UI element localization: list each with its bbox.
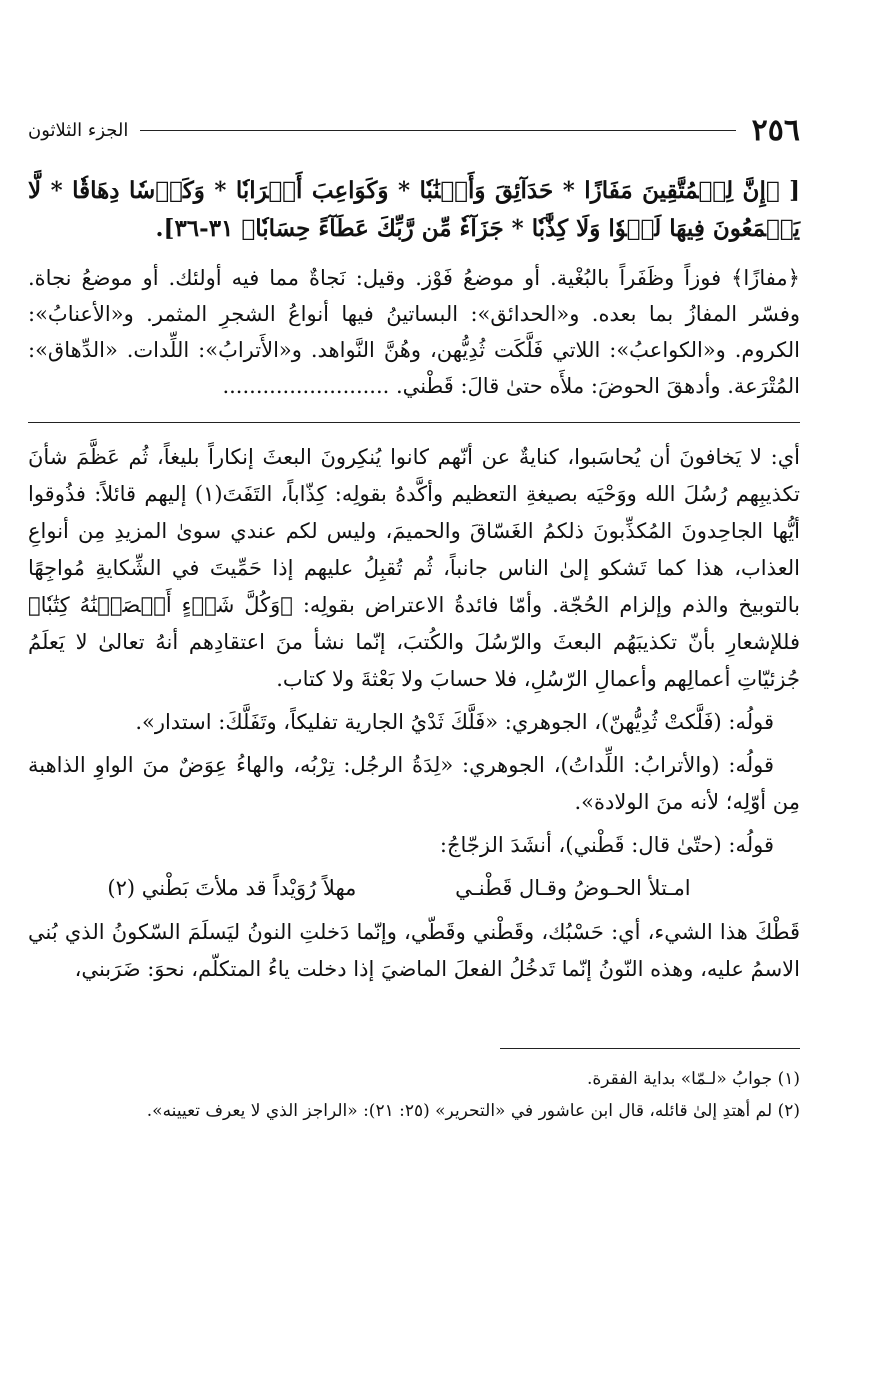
page-number: ٢٥٦ bbox=[751, 112, 800, 148]
commentary bbox=[28, 439, 800, 988]
commentary-paragraph: قولُه: (والأترابُ: اللِّداتُ)، الجوهري: «لِدَةُ الرجُل: تِرْبُه، والهاءُ عِوَضٌ منَ الواوِ الذاهبة مِن أوّلِه؛ لأنه منَ الولادة». bbox=[28, 753, 800, 814]
header-rule bbox=[140, 130, 735, 131]
part-title: الجزء الثلاثون bbox=[28, 119, 129, 141]
page-header bbox=[28, 108, 800, 152]
commentary-paragraph: قولُه: (حتّىٰ قال: قَطْني)، أنشَدَ الزجّاجُ: bbox=[439, 833, 774, 857]
poem-verse bbox=[28, 870, 800, 906]
footnote: (١) جوابُ «لـمّا» بداية الفقرة. bbox=[586, 1069, 800, 1089]
footnote-rule bbox=[500, 1048, 800, 1049]
poem-first-hemistich: امـتلأ الحـوضُ وقـال قَطْنـي bbox=[455, 876, 691, 900]
footnote: (٢) لم أهتدِ إلىٰ قائله، قال ابن عاشور في «التحرير» (٢٥: ٢١): «الراجز الذي لا يعرف تعيينه». bbox=[146, 1101, 800, 1121]
commentary-paragraph: قَطْكَ هذا الشيء، أي: حَسْبُك، وقَطْني وقَطّي، وإنّما دَخلتِ النونُ ليَسلَمَ السّكونُ الذي بُني الاسمُ عليه، وهذه النّونُ إنّما تَدخُلُ الفعلَ الماضيَ إذا دخلت ياءُ المتكلّم، نحوَ: ضَرَبني، bbox=[28, 920, 800, 981]
lexicon-gloss: ﴿مفازًا﴾ فوزاً وظَفَراً بالبُغْية. أو موضعُ فَوْز. وقيل: نَجاةٌ مما فيه أولئك. أو موضعُ نجاة. وفسّر المفازُ بما بعده. و«الحدائق»: البساتينُ فيها أنواعُ الشجرِ المثمر. و«الأعنابُ»: الكروم. و«الكواعبُ»: اللاتي فَلَّكَت ثُدِيُّهن، وهُنَّ النَّواهد. و«الأَترابُ»: اللِّدات. «الدِّهاق»: المُتْرَعة. وأدهقَ الحوضَ: ملأَه حتىٰ قالَ: قَطْني. ......................... bbox=[28, 266, 800, 398]
commentary-paragraph: أي: لا يَخافونَ أن يُحاسَبوا، كنايةٌ عن أنّهم كانوا يُنكِرونَ البعثَ إنكاراً بليغاً، ثُم عَظَّمَ شأنَ تكذيبِهم رُسُلَ الله ووَحْيَه بصيغةِ التعظيم وأكَّدهُ بقولِه: كِذّاباً، التَفَتَ(١) إليهم قائلاً: فذُوقوا أيُّها الجاحِدونَ المُكذِّبونَ ذلكمُ الغَسّاقَ والحميمَ، وليس لكم عندي سوىٰ المزيدِ مِن أنواعِ العذاب، هذا كما تَشكو إلىٰ الناس جانباً، ثُم تُقبِلُ عليهم إذا حَمِّيتَ في الشِّكايةِ مُواجِهًا بالتوبيخ والذم وإلزام الحُجّة. وأمّا فائدةُ الاعتراض بقولِه: ﴿وَكُلَّ شَيۡءٍ أَحۡصَيۡنَٰهُ كِتَٰبٗا﴾ فللإشعارِ بأنّ تكذيبَهُم البعثَ والرّسُلَ والكُتبَ، إنّما نشأ منَ اعتقادِهم أنهُ تعالىٰ لا يَعلَمُ جُزئيّاتِ أعمالِهم وأعمالِ الرّسُلِ، فلا حسابَ ولا بَعْثةَ ولا كتاب. bbox=[28, 445, 800, 691]
book-page bbox=[28, 108, 800, 1127]
section-divider bbox=[28, 422, 800, 423]
quran-verse: [ ﴿إِنَّ لِلۡمُتَّقِينَ مَفَازًا * حَدَآئِقَ وَأَعۡنَٰبٗا * وَكَوَاعِبَ أَتۡرَابٗا * وَكَأۡسٗا دِهَاقٗا * لَّا يَسۡمَعُونَ فِيهَا لَغۡوٗا وَلَا كِذَّٰبٗا * جَزَآءٗ مِّن رَّبِّكَ عَطَآءً حِسَابٗا﴾ ٣١-٣٦]. bbox=[28, 177, 800, 242]
commentary-paragraph: قولُه: (فَلَّكتْ ثُدِيُّهنّ)، الجوهري: «فَلَّكَ ثَدْيُ الجارية تفليكاً، وتَفَلَّكَ: استدار». bbox=[135, 710, 774, 734]
poem-second-hemistich: مهلاً رُوَيْداً قد ملأتَ بَطْني (٢) bbox=[107, 876, 357, 900]
